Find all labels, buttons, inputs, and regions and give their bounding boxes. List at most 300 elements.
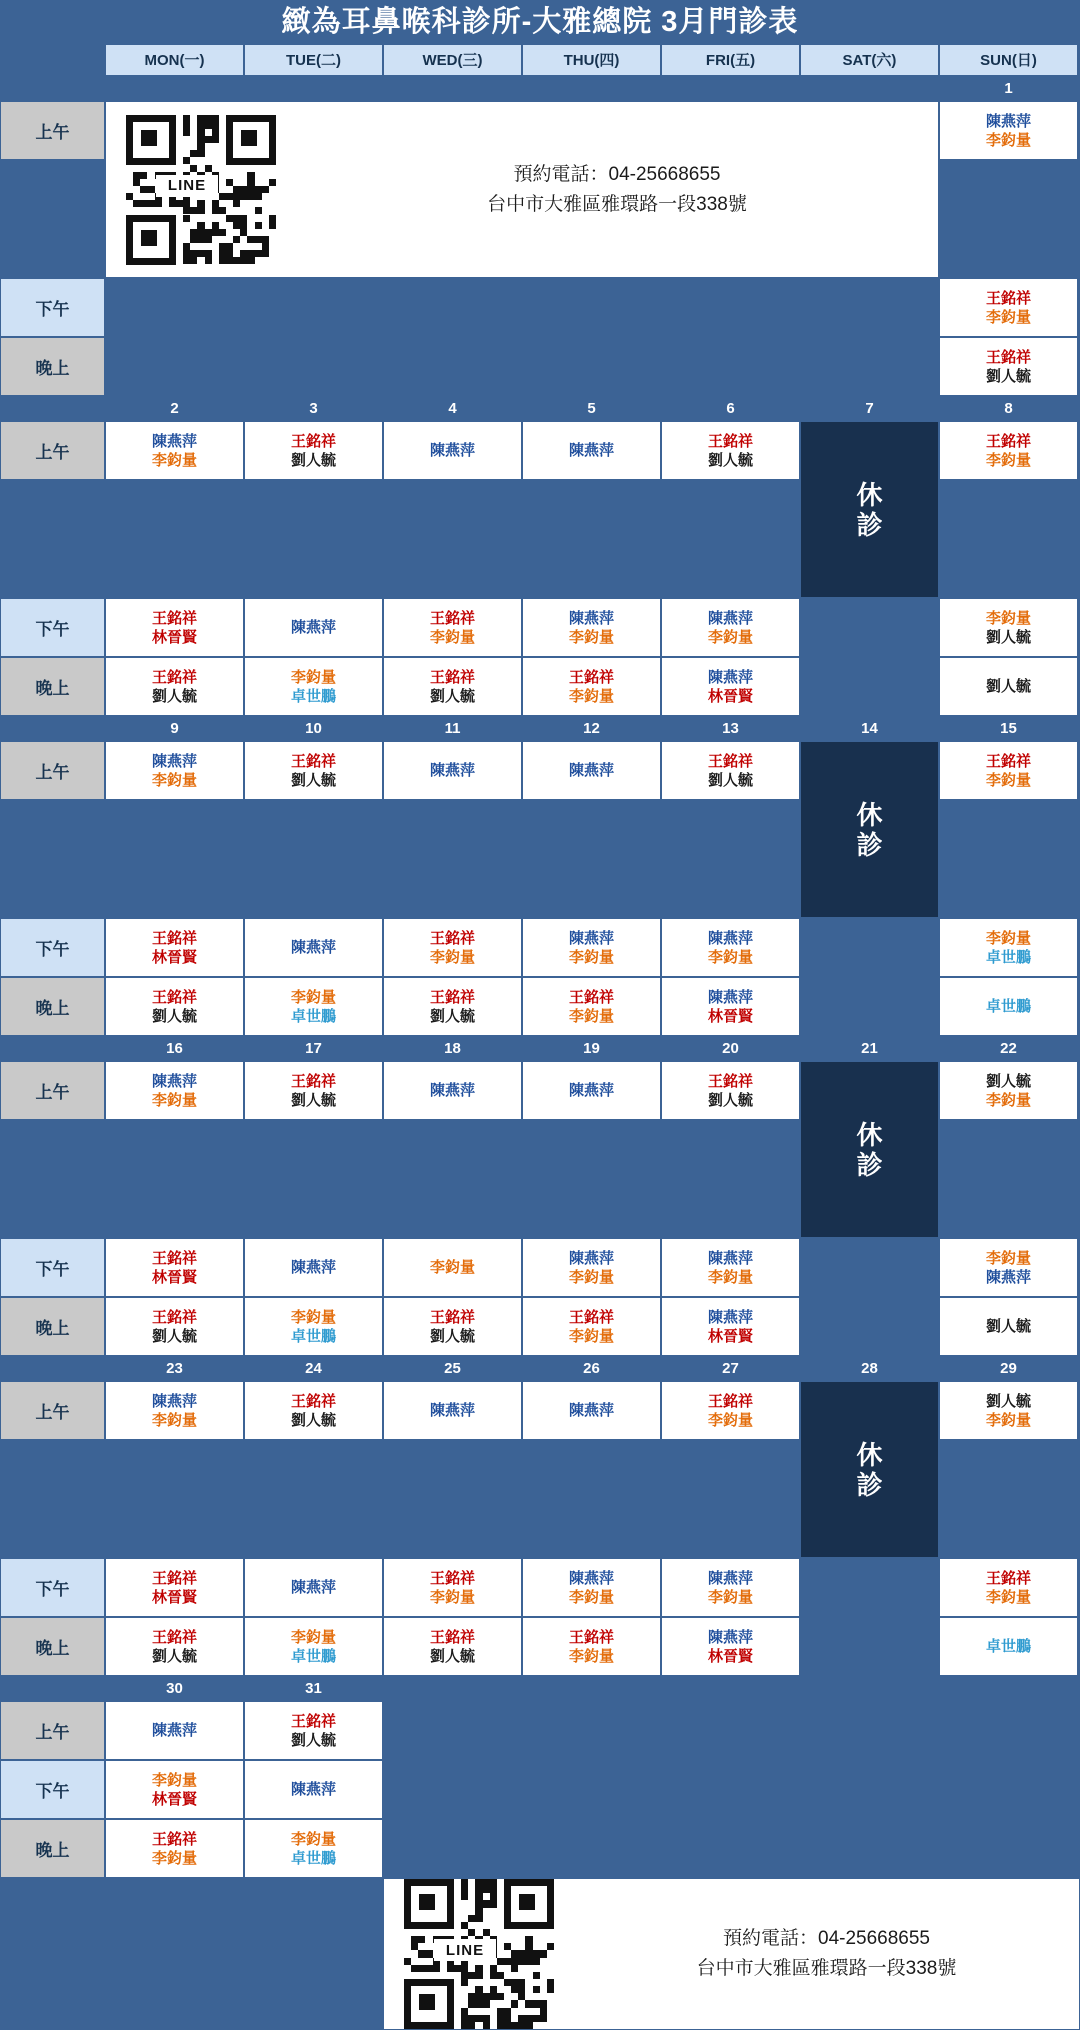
doctor-name: 劉人毓 [985, 1392, 1031, 1410]
bottom-info-panel [383, 1878, 1080, 2030]
schedule-cell[interactable] [383, 741, 522, 800]
doctor-name: 陳燕萍 [707, 929, 753, 947]
doctor-name: 劉人毓 [151, 1327, 197, 1345]
schedule-cell[interactable] [661, 657, 800, 716]
schedule-cell[interactable] [244, 1061, 383, 1120]
doctor-name: 劉人毓 [985, 628, 1031, 646]
schedule-cell[interactable] [383, 1061, 522, 1120]
date-row-corner [0, 1036, 105, 1061]
schedule-row [0, 598, 1080, 657]
doctor-name: 劉人毓 [985, 1072, 1031, 1090]
doctor-name: 王銘祥 [290, 1712, 336, 1730]
schedule-cell[interactable] [244, 977, 383, 1036]
doctor-name: 王銘祥 [985, 348, 1031, 366]
doctor-name: 陳燕萍 [429, 442, 475, 459]
schedule-cell[interactable] [383, 1297, 522, 1356]
schedule-row [0, 657, 1080, 716]
doctor-name: 劉人毓 [429, 687, 475, 705]
doctor-name: 林晉賢 [151, 1790, 197, 1808]
schedule-row [0, 1760, 1080, 1819]
schedule-cell[interactable] [244, 1760, 383, 1819]
schedule-cell[interactable] [661, 1617, 800, 1676]
schedule-cell[interactable] [105, 1381, 244, 1440]
doctor-name: 李鈞量 [707, 948, 753, 966]
schedule-cell[interactable] [939, 101, 1078, 160]
doctor-name: 李鈞量 [429, 628, 475, 646]
top-qr-wrap [106, 115, 296, 265]
date-row-corner [0, 1676, 105, 1701]
doctor-name: 王銘祥 [151, 1308, 197, 1326]
weekday-sun: SUN(日) [939, 44, 1078, 76]
doctor-name: 林晉賢 [707, 1007, 753, 1025]
schedule-row [0, 1297, 1080, 1356]
empty-cell [939, 1819, 1078, 1878]
schedule-cell[interactable] [105, 1238, 244, 1297]
date-cell: 8 [939, 396, 1078, 421]
doctor-name: 李鈞量 [151, 1849, 197, 1867]
doctor-name: 王銘祥 [151, 1569, 197, 1587]
closed-cell [800, 741, 939, 918]
date-cell: 19 [522, 1036, 661, 1061]
doctor-name: 陳燕萍 [151, 1392, 197, 1410]
doctor-name: 陳燕萍 [707, 1308, 753, 1326]
schedule-cell[interactable] [383, 1617, 522, 1676]
schedule-cell[interactable] [522, 918, 661, 977]
doctor-name: 王銘祥 [151, 609, 197, 627]
doctor-name: 陳燕萍 [151, 1072, 197, 1090]
empty-cell [800, 1701, 939, 1760]
doctor-name: 李鈞量 [985, 1091, 1031, 1109]
schedule-cell[interactable] [244, 1819, 383, 1878]
schedule-cell[interactable] [939, 741, 1078, 800]
schedule-cell[interactable] [939, 278, 1078, 337]
doctor-name: 李鈞量 [568, 1647, 614, 1665]
doctor-name: 劉人毓 [707, 1091, 753, 1109]
schedule-cell[interactable] [522, 977, 661, 1036]
closed-text-char: 診 [856, 1469, 883, 1500]
schedule-cell[interactable] [522, 1558, 661, 1617]
doctor-name: 劉人毓 [707, 771, 753, 789]
top-phone-line: 預約電話：04-25668655 [513, 163, 721, 185]
schedule-cell[interactable] [661, 741, 800, 800]
empty-cell [661, 1760, 800, 1819]
doctor-name: 陳燕萍 [290, 939, 336, 956]
slot-label-2: 晚上 [0, 1297, 105, 1356]
doctor-name: 李鈞量 [707, 1411, 753, 1429]
slot-label-1: 下午 [0, 598, 105, 657]
doctor-name: 林晉賢 [707, 1327, 753, 1345]
doctor-name: 卓世鵬 [290, 1327, 336, 1345]
date-cell: 13 [661, 716, 800, 741]
doctor-name: 李鈞量 [568, 628, 614, 646]
doctor-name: 陳燕萍 [985, 112, 1031, 130]
empty-cell [939, 1760, 1078, 1819]
schedule-row [0, 918, 1080, 977]
schedule-row [0, 337, 1080, 396]
doctor-name: 李鈞量 [151, 1771, 197, 1789]
schedule-cell[interactable] [939, 421, 1078, 480]
schedule-cell[interactable] [522, 1617, 661, 1676]
closed-text-char: 休 [856, 1119, 883, 1150]
doctor-name: 陳燕萍 [568, 1402, 614, 1419]
doctor-name: 李鈞量 [429, 1588, 475, 1606]
doctor-name: 陳燕萍 [707, 609, 753, 627]
doctor-name: 王銘祥 [151, 1249, 197, 1267]
slot-label-2: 晚上 [0, 1617, 105, 1676]
top-info-panel [105, 101, 939, 278]
doctor-name: 卓世鵬 [290, 687, 336, 705]
weekday-sat: SAT(六) [800, 44, 939, 76]
date-cell: 27 [661, 1356, 800, 1381]
schedule-row [0, 741, 1080, 918]
schedule-cell[interactable] [939, 1381, 1078, 1440]
doctor-name: 李鈞量 [985, 1588, 1031, 1606]
closed-text-char: 休 [856, 1439, 883, 1470]
weekday-mon: MON(一) [105, 44, 244, 76]
top-contact-info [296, 160, 938, 220]
date-cell: 1 [939, 76, 1078, 101]
schedule-cell[interactable] [105, 1760, 244, 1819]
doctor-name: 陳燕萍 [290, 1781, 336, 1798]
doctor-name: 劉人毓 [290, 1731, 336, 1749]
date-cell [383, 76, 522, 101]
closed-text-char: 休 [856, 799, 883, 830]
closed-cell [800, 1381, 939, 1558]
schedule-cell[interactable] [383, 977, 522, 1036]
doctor-name: 卓世鵬 [290, 1647, 336, 1665]
closed-text-char: 休 [856, 479, 883, 510]
date-row [0, 716, 1080, 741]
schedule-weeks [0, 76, 1080, 1878]
date-cell: 17 [244, 1036, 383, 1061]
slot-label-2: 晚上 [0, 1819, 105, 1878]
schedule-cell[interactable] [244, 657, 383, 716]
schedule-row [0, 1617, 1080, 1676]
date-cell: 25 [383, 1356, 522, 1381]
empty-cell [522, 1760, 661, 1819]
schedule-cell[interactable] [522, 421, 661, 480]
schedule-cell[interactable] [105, 741, 244, 800]
schedule-cell[interactable] [105, 1701, 244, 1760]
schedule-row [0, 1238, 1080, 1297]
schedule-cell[interactable] [661, 918, 800, 977]
closed-text-char: 診 [856, 829, 883, 860]
doctor-name: 王銘祥 [985, 752, 1031, 770]
doctor-name: 陳燕萍 [568, 929, 614, 947]
date-cell [800, 1676, 939, 1701]
doctor-name: 陳燕萍 [707, 1628, 753, 1646]
date-cell: 2 [105, 396, 244, 421]
schedule-cell[interactable] [105, 1297, 244, 1356]
doctor-name: 劉人毓 [290, 1091, 336, 1109]
doctor-name: 李鈞量 [985, 308, 1031, 326]
schedule-cell[interactable] [939, 1238, 1078, 1297]
doctor-name: 李鈞量 [429, 1259, 475, 1276]
doctor-name: 王銘祥 [151, 929, 197, 947]
schedule-row [0, 1558, 1080, 1617]
slot-label-0: 上午 [0, 101, 105, 160]
schedule-cell[interactable] [939, 1617, 1078, 1676]
doctor-name: 李鈞量 [707, 1588, 753, 1606]
doctor-name: 王銘祥 [568, 1628, 614, 1646]
doctor-name: 李鈞量 [985, 1411, 1031, 1429]
empty-cell [800, 1760, 939, 1819]
doctor-name: 王銘祥 [985, 1569, 1031, 1587]
doctor-name: 林晉賢 [151, 948, 197, 966]
doctor-name: 林晉賢 [707, 687, 753, 705]
doctor-name: 陳燕萍 [290, 619, 336, 636]
schedule-cell[interactable] [383, 1381, 522, 1440]
doctor-name: 劉人毓 [151, 1647, 197, 1665]
doctor-name: 王銘祥 [429, 1628, 475, 1646]
schedule-cell[interactable] [522, 657, 661, 716]
schedule-cell[interactable] [939, 598, 1078, 657]
schedule-cell[interactable] [105, 1617, 244, 1676]
date-cell: 29 [939, 1356, 1078, 1381]
schedule-cell[interactable] [244, 421, 383, 480]
slot-label-1: 下午 [0, 918, 105, 977]
doctor-name: 王銘祥 [429, 668, 475, 686]
schedule-cell[interactable] [244, 1558, 383, 1617]
doctor-name: 陳燕萍 [290, 1259, 336, 1276]
schedule-cell[interactable] [661, 1061, 800, 1120]
date-row-corner [0, 76, 105, 101]
doctor-name: 劉人毓 [985, 1318, 1031, 1335]
date-cell: 12 [522, 716, 661, 741]
schedule-cell[interactable] [939, 1558, 1078, 1617]
empty-cell [661, 1819, 800, 1878]
schedule-cell[interactable] [661, 421, 800, 480]
schedule-cell[interactable] [661, 1238, 800, 1297]
schedule-row [0, 977, 1080, 1036]
doctor-name: 李鈞量 [290, 988, 336, 1006]
closed-text-char: 診 [856, 1149, 883, 1180]
corner-cell [0, 44, 105, 76]
schedule-row [0, 278, 1080, 337]
schedule-cell[interactable] [244, 598, 383, 657]
doctor-name: 王銘祥 [429, 1569, 475, 1587]
date-cell: 26 [522, 1356, 661, 1381]
weekday-wed: WED(三) [383, 44, 522, 76]
slot-label-1: 下午 [0, 278, 105, 337]
doctor-name: 李鈞量 [707, 628, 753, 646]
date-cell: 4 [383, 396, 522, 421]
bottom-left-spacer [0, 1878, 383, 2030]
closed-cell [800, 1061, 939, 1238]
schedule-cell[interactable] [105, 1819, 244, 1878]
slot-label-0: 上午 [0, 1381, 105, 1440]
schedule-cell[interactable] [939, 918, 1078, 977]
doctor-name: 陳燕萍 [985, 1268, 1031, 1286]
date-cell: 9 [105, 716, 244, 741]
date-cell: 16 [105, 1036, 244, 1061]
schedule-cell[interactable] [522, 741, 661, 800]
doctor-name: 劉人毓 [151, 1007, 197, 1025]
schedule-cell[interactable] [383, 657, 522, 716]
date-cell: 15 [939, 716, 1078, 741]
date-cell [661, 76, 800, 101]
schedule-cell[interactable] [383, 918, 522, 977]
schedule-cell[interactable] [244, 741, 383, 800]
slot-label-1: 下午 [0, 1558, 105, 1617]
doctor-name: 劉人毓 [707, 451, 753, 469]
doctor-name: 李鈞量 [568, 1007, 614, 1025]
schedule-cell[interactable] [661, 1297, 800, 1356]
schedule-cell[interactable] [522, 598, 661, 657]
doctor-name: 王銘祥 [568, 988, 614, 1006]
doctor-name: 李鈞量 [151, 771, 197, 789]
doctor-name: 王銘祥 [568, 668, 614, 686]
slot-label-0: 上午 [0, 741, 105, 800]
slot-label-0: 上午 [0, 1061, 105, 1120]
doctor-name: 王銘祥 [151, 668, 197, 686]
doctor-name: 李鈞量 [985, 451, 1031, 469]
schedule-row [0, 1701, 1080, 1760]
line-qr-code-icon[interactable]: LINE [404, 1879, 554, 2029]
schedule-cell[interactable] [383, 1558, 522, 1617]
empty-cell [661, 1701, 800, 1760]
doctor-name: 卓世鵬 [985, 1638, 1031, 1655]
empty-cell [939, 1701, 1078, 1760]
line-qr-code-icon[interactable]: LINE [126, 115, 276, 265]
schedule-row [0, 1819, 1080, 1878]
weekday-fri: FRI(五) [661, 44, 800, 76]
doctor-name: 陳燕萍 [429, 1082, 475, 1099]
doctor-name: 王銘祥 [707, 1072, 753, 1090]
schedule-cell[interactable] [522, 1238, 661, 1297]
date-cell: 28 [800, 1356, 939, 1381]
doctor-name: 卓世鵬 [985, 948, 1031, 966]
schedule-cell[interactable] [661, 598, 800, 657]
slot-label-2: 晚上 [0, 657, 105, 716]
schedule-cell[interactable] [522, 1061, 661, 1120]
date-cell [383, 1676, 522, 1701]
bottom-address-line: 台中市大雅區雅環路一段338號 [696, 1958, 957, 1979]
doctor-name: 李鈞量 [985, 771, 1031, 789]
empty-cell [800, 1819, 939, 1878]
doctor-name: 陳燕萍 [151, 752, 197, 770]
doctor-name: 王銘祥 [429, 929, 475, 947]
doctor-name: 李鈞量 [151, 1091, 197, 1109]
doctor-name: 李鈞量 [707, 1268, 753, 1286]
date-cell: 10 [244, 716, 383, 741]
weekday-header-row [0, 44, 1080, 76]
doctor-name: 王銘祥 [707, 752, 753, 770]
schedule-cell[interactable] [383, 598, 522, 657]
page-title: 緻為耳鼻喉科診所-大雅總院 3月門診表 [281, 6, 799, 38]
schedule-cell[interactable] [939, 977, 1078, 1036]
doctor-name: 王銘祥 [429, 609, 475, 627]
date-cell: 7 [800, 396, 939, 421]
slot-label-0: 上午 [0, 1701, 105, 1760]
doctor-name: 陳燕萍 [568, 1249, 614, 1267]
doctor-name: 林晉賢 [151, 1268, 197, 1286]
schedule-cell[interactable] [661, 977, 800, 1036]
top-address-line: 台中市大雅區雅環路一段338號 [487, 193, 747, 215]
slot-label-0: 上午 [0, 421, 105, 480]
empty-cell [383, 1760, 522, 1819]
schedule-cell[interactable] [105, 977, 244, 1036]
schedule-cell[interactable] [244, 1617, 383, 1676]
doctor-name: 李鈞量 [290, 668, 336, 686]
date-cell [244, 76, 383, 101]
date-cell: 20 [661, 1036, 800, 1061]
doctor-name: 林晉賢 [151, 628, 197, 646]
doctor-name: 王銘祥 [290, 752, 336, 770]
empty-cell [522, 1701, 661, 1760]
bottom-contact-info [574, 1924, 1079, 1984]
doctor-name: 王銘祥 [985, 432, 1031, 450]
schedule-cell[interactable] [105, 421, 244, 480]
slot-label-1: 下午 [0, 1238, 105, 1297]
schedule-cell[interactable] [522, 1381, 661, 1440]
schedule-row [0, 421, 1080, 598]
weekday-tue: TUE(二) [244, 44, 383, 76]
doctor-name: 陳燕萍 [707, 668, 753, 686]
doctor-name: 李鈞量 [568, 687, 614, 705]
doctor-name: 陳燕萍 [151, 1722, 197, 1739]
closed-cell [800, 421, 939, 598]
schedule-cell[interactable] [105, 1061, 244, 1120]
schedule-cell[interactable] [661, 1381, 800, 1440]
schedule-cell[interactable] [105, 657, 244, 716]
schedule-cell[interactable] [939, 1297, 1078, 1356]
date-row [0, 396, 1080, 421]
schedule-cell[interactable] [939, 657, 1078, 716]
schedule-cell[interactable] [105, 918, 244, 977]
doctor-name: 李鈞量 [290, 1830, 336, 1848]
date-cell: 11 [383, 716, 522, 741]
doctor-name: 劉人毓 [151, 687, 197, 705]
schedule-cell[interactable] [383, 421, 522, 480]
schedule-cell[interactable] [244, 1297, 383, 1356]
doctor-name: 陳燕萍 [568, 609, 614, 627]
doctor-name: 陳燕萍 [707, 1569, 753, 1587]
slot-label-2: 晚上 [0, 337, 105, 396]
schedule-cell[interactable] [939, 337, 1078, 396]
date-row-corner [0, 716, 105, 741]
schedule-cell[interactable] [383, 1238, 522, 1297]
schedule-cell[interactable] [661, 1558, 800, 1617]
schedule-cell[interactable] [522, 1297, 661, 1356]
doctor-name: 王銘祥 [290, 1392, 336, 1410]
schedule-cell[interactable] [105, 1558, 244, 1617]
date-cell: 18 [383, 1036, 522, 1061]
doctor-name: 王銘祥 [290, 432, 336, 450]
doctor-name: 王銘祥 [429, 988, 475, 1006]
doctor-name: 陳燕萍 [568, 762, 614, 779]
doctor-name: 王銘祥 [151, 988, 197, 1006]
doctor-name: 李鈞量 [568, 1327, 614, 1345]
schedule-cell[interactable] [939, 1061, 1078, 1120]
schedule-cell[interactable] [105, 598, 244, 657]
doctor-name: 陳燕萍 [151, 432, 197, 450]
doctor-name: 王銘祥 [985, 289, 1031, 307]
schedule-cell[interactable] [244, 918, 383, 977]
doctor-name: 陳燕萍 [707, 1249, 753, 1267]
doctor-name: 李鈞量 [985, 1249, 1031, 1267]
date-cell: 14 [800, 716, 939, 741]
date-row [0, 76, 1080, 101]
schedule-cell[interactable] [244, 1381, 383, 1440]
doctor-name: 陳燕萍 [568, 442, 614, 459]
schedule-cell[interactable] [244, 1238, 383, 1297]
doctor-name: 劉人毓 [290, 1411, 336, 1429]
schedule-cell[interactable] [244, 1701, 383, 1760]
date-cell: 30 [105, 1676, 244, 1701]
doctor-name: 劉人毓 [429, 1007, 475, 1025]
doctor-name: 王銘祥 [429, 1308, 475, 1326]
